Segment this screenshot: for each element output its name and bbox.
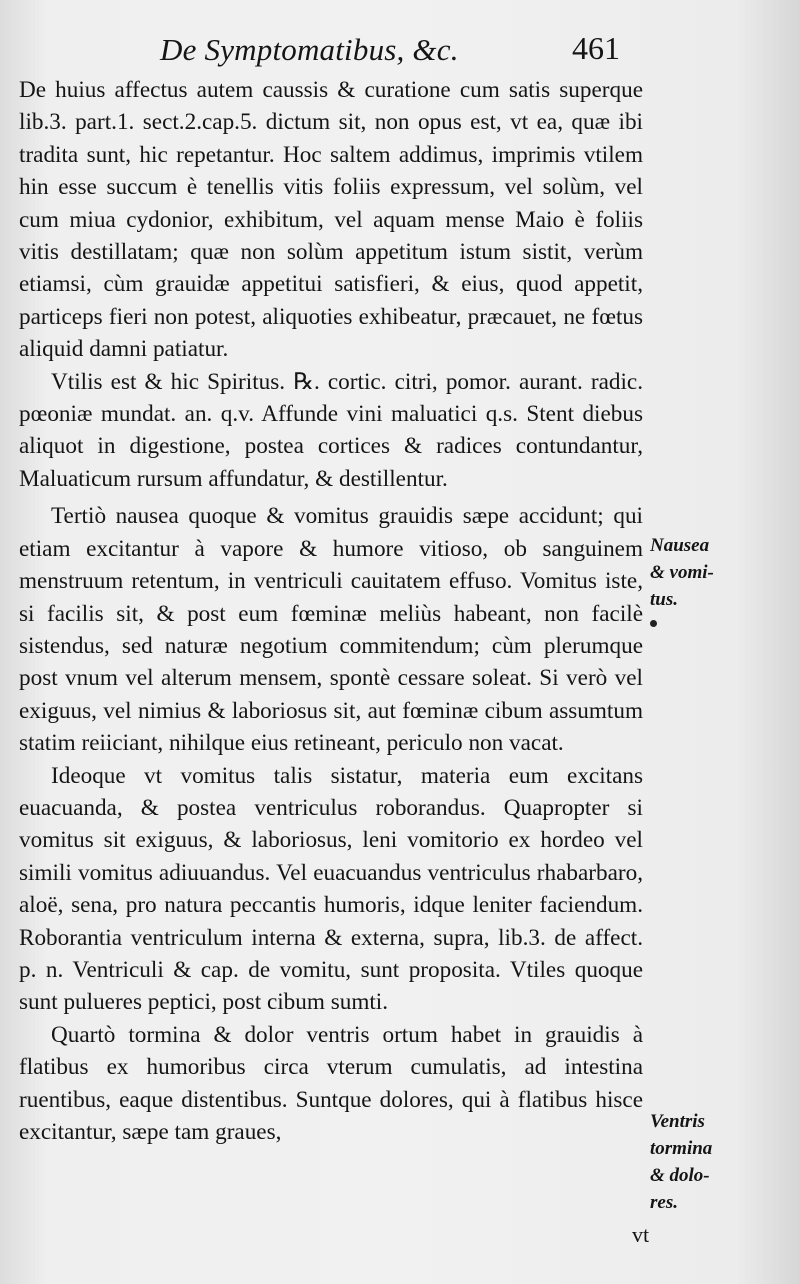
paragraph: Ideoque vt vomitus talis sistatur, materia eum excitans euacuanda, & postea ventriculus roborandus. Quapropter si vomitus sit exiguus, & laboriosus, leni vomitorio ex hordeo vel simili vomitus adiuuandus. Vel euacuandus ventriculus rhabarbaro, aloë, sena, pro natura peccantis humoris, idque leniter faciendum. Roborantia ventriculum interna & externa, supra, lib.3. de affect. p. n. Ventriculi & cap. de vomitu, sunt proposita. Vtiles quoque sunt pulueres peptici, post cibum sumti. <box>19 762 643 1016</box>
paragraph: De huius affectus autem caussis & curatione cum satis superque lib.3. part.1. sect.2.cap.5. dictum sit, non opus est, vt ea, quæ ibi tradita sunt, hic repetantur. Hoc saltem addimus, imprimis vtilem hin esse succum è tenellis vitis foliis expressum, vel solùm, vel cum miua cydonior, exhibitum, vel aquam mense Maio è foliis vitis destillatam; quæ non solùm appetitum istum sistit, verùm etiamsi, cùm grauidæ appetitui satisfieri, & eius, quod appetit, particeps fieri non potest, aliquoties exhibeatur, præcauet, ne fœtus aliquid damni patiatur. <box>19 77 643 363</box>
margin-note-line: Nausea <box>650 535 710 556</box>
running-head: De Symptomatibus, &c. <box>160 32 459 67</box>
page-number: 461 <box>572 30 620 66</box>
margin-note-line: Ventris <box>650 1111 705 1132</box>
catchword: vt <box>632 1222 650 1247</box>
ink-dot-mark <box>650 620 657 627</box>
paragraph: Quartò tormina & dolor ventris ortum habet in grauidis à flatibus ex humoribus circa vterum cumulatis, ad intestina ruentibus, eaque distentibus. Suntque dolores, qui à flatibus hisce excitantur, sæpe tam graues, <box>19 1021 643 1145</box>
margin-note-ventris <box>650 1108 800 1216</box>
margin-note-line: tormina <box>650 1138 713 1159</box>
margin-note-line: & dolo- <box>650 1165 710 1186</box>
margin-note-line: & vomi- <box>650 562 714 583</box>
margin-note-line: res. <box>650 1192 678 1213</box>
main-text <box>19 74 643 1148</box>
paragraph: Vtilis est & hic Spiritus. ℞. cortic. citri, pomor. aurant. radic. pœoniæ mundat. an. q.v. Affunde vini maluatici q.s. Stent diebus aliquot in digestione, postea cortices & radices contundantur, Maluaticum rursum affundatur, & destillentur. <box>19 368 643 492</box>
margin-note-nausea <box>650 532 800 613</box>
margin-note-line: tus. <box>650 589 678 610</box>
page-header <box>0 30 800 74</box>
paragraph: Tertiò nausea quoque & vomitus grauidis sæpe accidunt; qui etiam excitantur à vapore & humore vitioso, ob sanguinem menstruum retentum, in ventriculi cauitatem effuso. Vomitus iste, si facilis sit, & post eum fœminæ meliùs habeant, non facilè sistendus, sed naturæ negotium commitendum; cùm plerumque post vnum vel alterum mensem, spontè cessare soleat. Si verò vel exiguus, vel nimius & laboriosus sit, aut fœminæ cibum assumtum statim reiiciant, nihilque eius retineant, periculo non vacat. <box>19 503 643 757</box>
